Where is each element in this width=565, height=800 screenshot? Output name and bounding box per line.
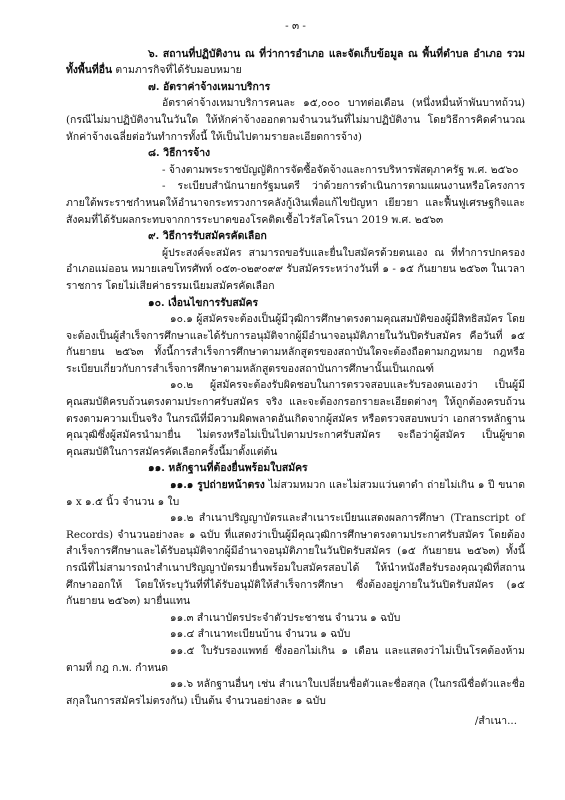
section-10-paragraph-1: ๑๐.๑ ผู้สมัครจะต้องเป็นผู้มีวุฒิการศึกษาตรงตามคุณสมบัติของผู้มีสิทธิสมัคร โดยจะต้องเป็นผู้สำเร็จการศึกษาและได้รับการอนุมัติจากผู้มีอำนาจอนุมัติภายในวันปิดรับสมัคร คือวันที่ ๑๕ กันยายน ๒๕๖๓ ทั้งนี้การสำเร็จการศึกษาตามหลักสูตรของสถาบันใดจะต้องถือตามกฎหมาย กฎหรือระเบียบเกี่ยวกับการสำเร็จการศึกษาตามหลักสูตรของสถาบันการศึกษานั้นเป็นเกณฑ์ — [66, 313, 525, 375]
section-11-item-2: ๑๑.๒ สำเนาปริญญาบัตรและสำเนาระเบียนแสดงผลการศึกษา (Transcript of Records) จำนวนอย่างละ ๑ ฉบับ ที่แสดงว่าเป็นผู้มีคุณวุฒิการศึกษาตรงตามประกาศรับสมัคร โดยต้องสำเร็จการศึกษาและได้รับอนุมัติจากผู้มีอำนาจอนุมัติภายในวันปิดรับสมัคร (๑๕ กันยายน ๒๕๖๓) ทั้งนี้ กรณีที่ไม่สามารถนำสำเนาปริญญาบัตรมายื่นพร้อมใบสมัครสอบได้ ให้นำหนังสือรับรองคุณวุฒิที่สถานศึกษาออกให้ โดยให้ระบุวันที่ที่ได้รับอนุมัติให้สำเร็จการศึกษา ซึ่งต้องอยู่ภายในวันปิดรับสมัคร (๑๕ กันยายน ๒๕๖๓) มายื่นแทน — [66, 512, 525, 608]
section-9-heading: ๙. วิธีการรับสมัครคัดเลือก — [148, 230, 267, 243]
section-11-item-1-rest: ไม่สวมหมวก และไม่สวมแว่นตาดำ ถ่ายไม่เกิน ๑ ปี ขนาด ๑ x ๑.๕ นิ้ว จำนวน ๑ ใบ — [66, 479, 525, 508]
section-11-item-1 — [66, 477, 525, 510]
section-6 — [66, 46, 525, 79]
section-11-item-5: ๑๑.๕ ใบรับรองแพทย์ ซึ่งออกไม่เกิน ๑ เดือน และแสดงว่าไม่เป็นโรคต้องห้ามตามที่ กฎ ก.พ. กำหนด — [66, 644, 525, 674]
section-7-body: อัตราค่าจ้างเหมาบริการคนละ ๑๕,๐๐๐ บาทต่อเดือน (หนึ่งหมื่นห้าพันบาทถ้วน) (กรณีไม่มาปฏิบัติงานในวันใด ให้หักค่าจ้างออกตามจำนวนวันที่ไม่มาปฏิบัติงาน โดยวิธีการคิดคำนวณหักค่าจ้างเฉลี่ยต่อวันทำการทั้งนี้ ให้เป็นไปตามรายละเอียดการจ้าง) — [66, 97, 525, 143]
section-11-item-6: ๑๑.๖ หลักฐานอื่นๆ เช่น สำเนาใบเปลี่ยนชื่อตัวและชื่อสกุล (ในกรณีชื่อตัวและชื่อสกุลในการสมัครไม่ตรงกัน) เป็นต้น จำนวนอย่างละ ๑ ฉบับ — [66, 678, 525, 707]
section-10-heading: ๑๐. เงื่อนไขการรับสมัคร — [148, 296, 259, 309]
section-9-body: ผู้ประสงค์จะสมัคร สามารถขอรับและยื่นใบสมัครด้วยตนเอง ณ ที่ทำการปกครองอำเภอแม่ออน หมายเลขโทรศัพท์ ๐๕๓-๐๒๙๐๙๙ รับสมัครระหว่างวันที่ ๑ - ๑๕ กันยายน ๒๕๖๓ ในเวลาราชการ โดยไม่เสียค่าธรรมเนียมสมัครคัดเลือก — [66, 246, 525, 292]
section-7-heading: ๗. อัตราค่าจ้างเหมาบริการ — [148, 80, 271, 93]
section-8-heading: ๘. วิธีการจ้าง — [148, 147, 211, 160]
section-10-paragraph-2: ๑๐.๒ ผู้สมัครจะต้องรับผิดชอบในการตรวจสอบและรับรองตนเองว่า เป็นผู้มีคุณสมบัติครบถ้วนตรงตามประกาศรับสมัคร จริง และจะต้องกรอกรายละเอียดต่างๆ ให้ถูกต้องครบถ้วนตรงตามความเป็นจริง ในกรณีที่มีความผิดพลาดอันเกิดจากผู้สมัคร หรือตรวจสอบพบว่า เอกสารหลักฐานคุณวุฒิซึ่งผู้สมัครนำมายื่น ไม่ตรงหรือไม่เป็นไปตามประกาศรับสมัคร จะถือว่าผู้สมัคร เป็นผู้ขาดคุณสมบัติในการสมัครคัดเลือกครั้งนี้มาตั้งแต่ต้น — [66, 379, 525, 458]
section-11-item-4: ๑๑.๔ สำเนาทะเบียนบ้าน จำนวน ๑ ฉบับ — [170, 628, 351, 641]
section-6-line2: ตามภารกิจที่ได้รับมอบหมาย — [115, 64, 242, 77]
section-11-heading: ๑๑. หลักฐานที่ต้องยื่นพร้อมใบสมัคร — [148, 462, 308, 475]
section-8-item-2: - ระเบียบสำนักนายกรัฐมนตรี ว่าด้วยการดำเนินการตามแผนงานหรือโครงการภายใต้พระราชกำหนดให้อำนาจกระทรวงการคลังกู้เงินเพื่อแก้ไขปัญหา เยียวยา และฟื้นฟูเศรษฐกิจและสังคมที่ได้รับผลกระทบจากการระบาดของโรคติดเชื้อไวรัสโคโรนา 2019 พ.ศ. ๒๕๖๓ — [66, 180, 525, 226]
page-number: - ๓ - — [285, 20, 306, 32]
section-8-item-1: - จ้างตามพระราชบัญญัติการจัดซื้อจัดจ้างและการบริหารพัสดุภาครัฐ พ.ศ. ๒๕๖๐ — [162, 163, 519, 176]
section-11-item-3: ๑๑.๓ สำเนาบัตรประจำตัวประชาชน จำนวน ๑ ฉบับ — [170, 611, 401, 624]
continuation-marker: /สำเนา... — [474, 715, 517, 728]
section-6-heading: ๖. สถานที่ปฏิบัติงาน ณ ที่ว่าการอำเภอ และจัดเก็บข้อมูล ณ พื้นที่ตำบล อำเภอ รวมทั้งพื้นที่อื่น — [66, 47, 525, 77]
section-11-item-1-lead: ๑๑.๑ รูปถ่ายหน้าตรง — [170, 479, 265, 492]
